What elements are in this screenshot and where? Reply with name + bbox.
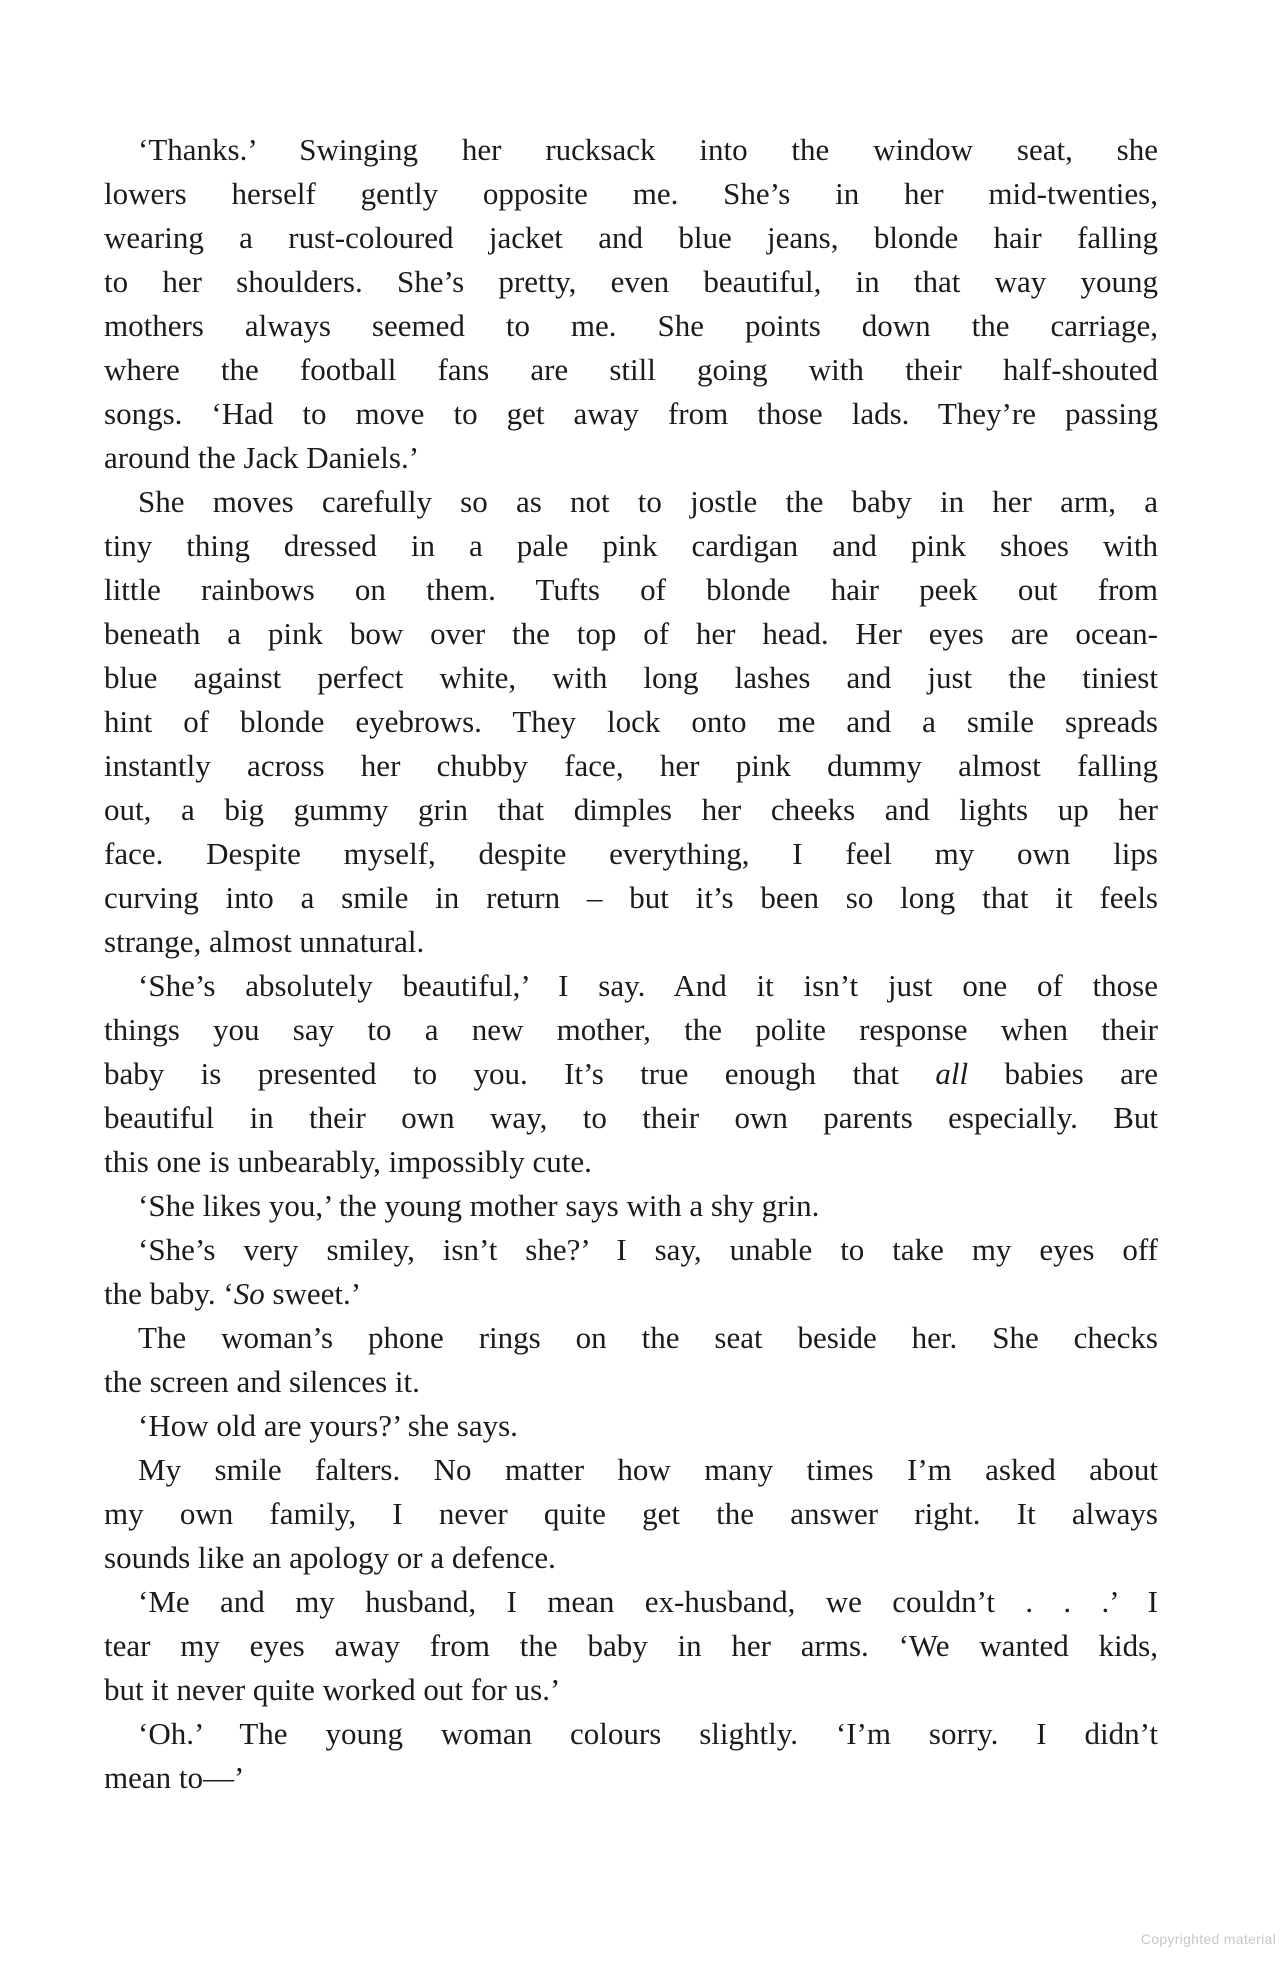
text-line: songs. ‘Had to move to get away from those lads. They’re passing xyxy=(104,396,1158,431)
text-line: baby is presented to you. It’s true enough that all babies are xyxy=(104,1056,1158,1091)
text-line: mean to—’ xyxy=(104,1760,245,1795)
text-line: but it never quite worked out for us.’ xyxy=(104,1672,561,1707)
text-line: mothers always seemed to me. She points down the carriage, xyxy=(104,308,1158,343)
text-line: She moves carefully so as not to jostle the baby in her arm, a xyxy=(138,484,1158,519)
text-line: beautiful in their own way, to their own parents especially. But xyxy=(104,1100,1158,1135)
text-line: ‘How old are yours?’ she says. xyxy=(138,1408,518,1443)
italic-text: all xyxy=(935,1056,969,1091)
text-line: instantly across her chubby face, her pink dummy almost falling xyxy=(104,748,1158,783)
text-line: The woman’s phone rings on the seat beside her. She checks xyxy=(138,1320,1158,1355)
text-line: wearing a rust-coloured jacket and blue jeans, blonde hair falling xyxy=(104,220,1158,255)
text-line: curving into a smile in return – but it’s been so long that it feels xyxy=(104,880,1158,915)
text-line: My smile falters. No matter how many times I’m asked about xyxy=(138,1452,1158,1487)
text-line: where the football fans are still going with their half-shouted xyxy=(104,352,1158,387)
text-line: out, a big gummy grin that dimples her cheeks and lights up her xyxy=(104,792,1158,827)
text-line: the baby. ‘So sweet.’ xyxy=(104,1276,362,1311)
text-line: this one is unbearably, impossibly cute. xyxy=(104,1144,592,1179)
copyright-watermark: Copyrighted material xyxy=(1140,1931,1276,1947)
text-line: around the Jack Daniels.’ xyxy=(104,440,420,475)
text-line: things you say to a new mother, the polite response when their xyxy=(104,1012,1158,1047)
text-line: tiny thing dressed in a pale pink cardigan and pink shoes with xyxy=(104,528,1158,563)
text-line: my own family, I never quite get the answer right. It always xyxy=(104,1496,1158,1531)
text-line: beneath a pink bow over the top of her head. Her eyes are ocean- xyxy=(104,616,1158,651)
text-line: the screen and silences it. xyxy=(104,1364,420,1399)
italic-text: So xyxy=(233,1276,265,1311)
page-text xyxy=(104,128,1158,1800)
text-line: little rainbows on them. Tufts of blonde hair peek out from xyxy=(104,572,1158,607)
text-line: blue against perfect white, with long lashes and just the tiniest xyxy=(104,660,1158,695)
text-line: sounds like an apology or a defence. xyxy=(104,1540,556,1575)
text-line: ‘She’s absolutely beautiful,’ I say. And it isn’t just one of those xyxy=(138,968,1158,1003)
text-line: lowers herself gently opposite me. She’s in her mid-twenties, xyxy=(104,176,1158,211)
text-line: tear my eyes away from the baby in her arms. ‘We wanted kids, xyxy=(104,1628,1158,1663)
text-line: strange, almost unnatural. xyxy=(104,924,425,959)
text-line: ‘Thanks.’ Swinging her rucksack into the window seat, she xyxy=(138,132,1158,167)
text-line: to her shoulders. She’s pretty, even beautiful, in that way young xyxy=(104,264,1158,299)
text-line: ‘Me and my husband, I mean ex-husband, we couldn’t . . .’ I xyxy=(138,1584,1158,1619)
text-line: ‘She’s very smiley, isn’t she?’ I say, unable to take my eyes off xyxy=(138,1232,1158,1267)
text-line: face. Despite myself, despite everything, I feel my own lips xyxy=(104,836,1158,871)
text-line: ‘She likes you,’ the young mother says with a shy grin. xyxy=(138,1188,820,1223)
text-line: ‘Oh.’ The young woman colours slightly. ‘I’m sorry. I didn’t xyxy=(138,1716,1158,1751)
text-line: hint of blonde eyebrows. They lock onto me and a smile spreads xyxy=(104,704,1158,739)
